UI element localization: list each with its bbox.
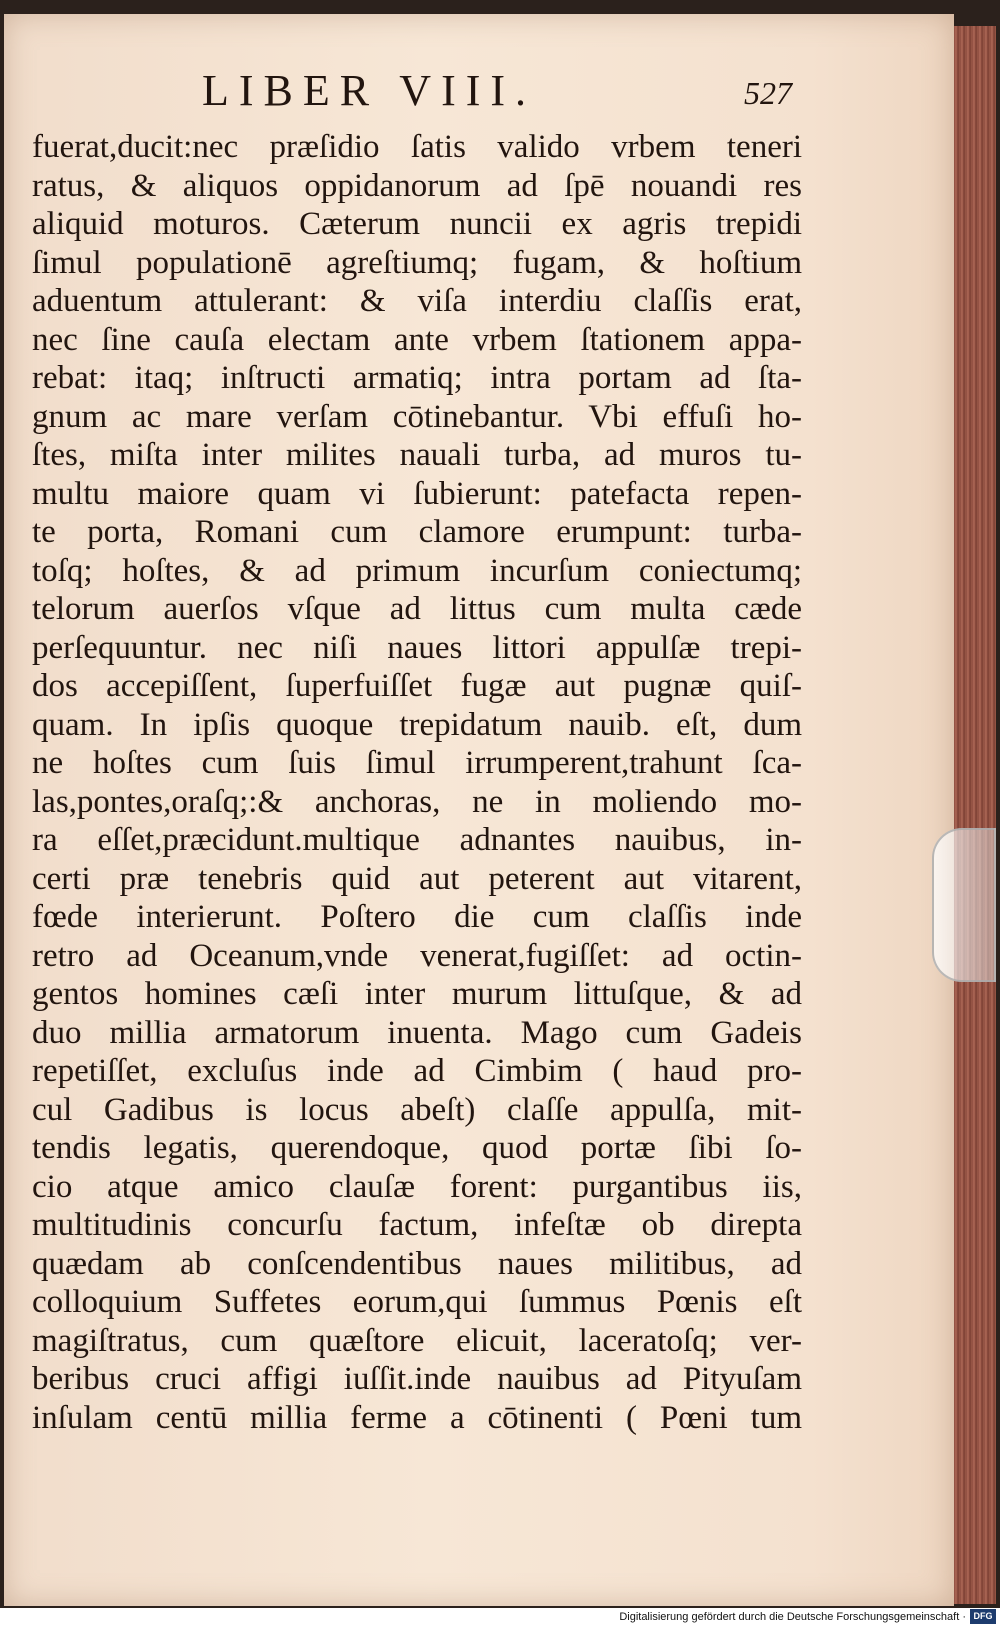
footer-bar <box>0 1608 1000 1627</box>
text-line: gentos homines cæſi inter murum littuſque, & ad <box>32 976 802 1012</box>
text-line: repetiſſet, excluſus inde ad Cimbim ( haud pro- <box>32 1053 802 1089</box>
body-text <box>32 128 802 1437</box>
text-line: magiſtratus, cum quæſtore elicuit, laceratoſq; ver- <box>32 1322 802 1359</box>
text-line: ra eſſet,præcidunt.multique adnantes nauibus, in- <box>32 822 802 858</box>
text-line: te porta, Romani cum clamore erumpunt: turba- <box>32 514 802 550</box>
text-line: cul Gadibus is locus abeſt) claſſe appulſa, mit- <box>32 1091 802 1128</box>
text-line: toſq; hoſtes, & ad primum incurſum coniectumq; <box>32 552 802 589</box>
text-line: ne hoſtes cum ſuis ſimul irrumperent,trahunt ſca- <box>32 745 802 781</box>
funding-credit: Digitalisierung gefördert durch die Deutsche Forschungsgemeinschaft · <box>619 1611 966 1623</box>
text-line: ratus, & aliquos oppidanorum ad ſpē nouandi res <box>32 167 802 204</box>
text-line: dos accepiſſent, ſuperfuiſſet fugæ aut pugnæ quiſ- <box>32 668 802 704</box>
text-line: fœde interierunt. Poſtero die cum claſſis inde <box>32 899 802 935</box>
text-line: colloquium Suffetes eorum,qui ſummus Pœnis eſt <box>32 1284 802 1320</box>
running-head: LIBER VIII. <box>202 66 537 115</box>
text-line: fuerat,ducit:nec præſidio ſatis valido vrbem teneri <box>32 129 802 165</box>
text-line: aduentum attulerant: & viſa interdiu claſſis erat, <box>32 283 802 319</box>
dfg-logo: DFG <box>970 1609 996 1624</box>
page-tab-marker <box>932 828 996 982</box>
text-line: quam. In ipſis quoque trepidatum nauib. eſt, dum <box>32 706 802 743</box>
text-line: rebat: itaq; inſtructi armatiq; intra portam ad ſta- <box>32 360 802 396</box>
text-line: inſulam centū millia ferme a cōtinenti ( Pœni tum <box>32 1399 802 1436</box>
text-line: retro ad Oceanum,vnde venerat,fugiſſet: ad octin- <box>32 937 802 974</box>
page-number: 527 <box>744 75 792 111</box>
text-line: gnum ac mare verſam cōtinebantur. Vbi effuſi ho- <box>32 398 802 435</box>
book-page <box>4 14 954 1606</box>
text-line: certi præ tenebris quid aut peterent aut vitarent, <box>32 860 802 897</box>
text-line: duo millia armatorum inuenta. Mago cum Gadeis <box>32 1014 802 1051</box>
text-line: las,pontes,oraſq;:& anchoras, ne in moliendo mo- <box>32 783 802 820</box>
text-line: aliquid moturos. Cæterum nuncii ex agris trepidi <box>32 206 802 242</box>
text-line: multu maiore quam vi ſubierunt: patefacta repen- <box>32 475 802 512</box>
text-line: tendis legatis, querendoque, quod portæ ſibi ſo- <box>32 1130 802 1166</box>
text-line: beribus cruci affigi iuſſit.inde nauibus ad Pityuſam <box>32 1361 802 1397</box>
text-line: ſtes, miſta inter milites nauali turba, ad muros tu- <box>32 437 802 473</box>
text-line: cio atque amico clauſæ forent: purgantibus iis, <box>32 1168 802 1205</box>
page-header <box>4 66 954 116</box>
book-page-edge <box>954 26 996 1604</box>
text-line: quædam ab conſcendentibus naues militibus, ad <box>32 1245 802 1282</box>
text-line: nec ſine cauſa electam ante vrbem ſtationem appa- <box>32 321 802 358</box>
text-line: multitudinis concurſu factum, infeſtæ ob direpta <box>32 1207 802 1243</box>
text-line: telorum auerſos vſque ad littus cum multa cæde <box>32 591 802 627</box>
text-line: ſimul populationē agreſtiumq; fugam, & hoſtium <box>32 244 802 281</box>
text-line: perſequuntur. nec niſi naues littori appulſæ trepi- <box>32 629 802 666</box>
